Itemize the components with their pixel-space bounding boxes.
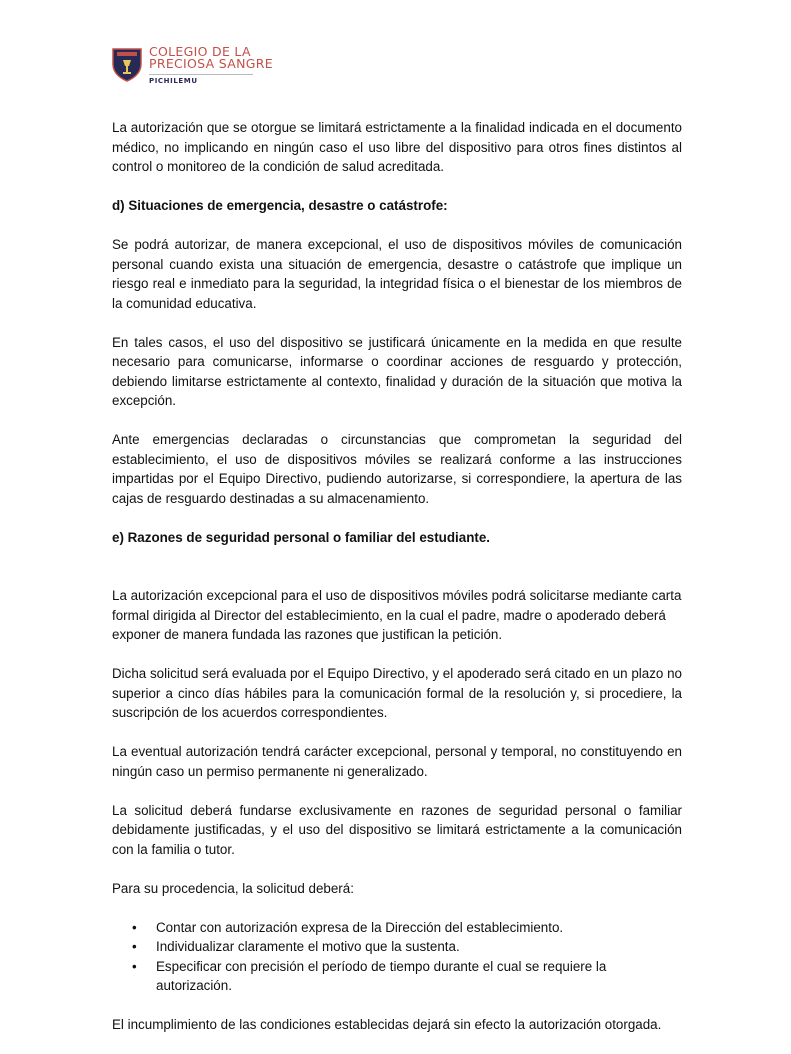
paragraph-request-grounds: La solicitud deberá fundarse exclusivamente en razones de seguridad personal o familiar debidamente justificadas, y el uso del dispositivo se limitará estrictamente a la comunicación con la familia o tutor. (112, 802, 682, 857)
paragraph-emergency-use: En tales casos, el uso del dispositivo se justificará únicamente en la medida en que resulte necesario para comunicarse, informarse o coordinar acciones de resguardo y protección, debiendo limitarse estrictamente al contexto, finalidad y duración de la situación que motiva la excepción. (112, 334, 682, 408)
list-item-text: Individualizar claramente el motivo que la sustenta. (156, 939, 460, 954)
bullet-icon: • (132, 919, 137, 935)
logo-subtitle: PICHILEMU (149, 74, 253, 85)
shield-crest-icon (112, 46, 142, 82)
section-heading-d: d) Situaciones de emergencia, desastre o catástrofe: (112, 198, 448, 213)
requirements-list (112, 918, 682, 996)
paragraph-request-letter: La autorización excepcional para el uso de dispositivos móviles podrá solicitarse mediante carta formal dirigida al Director del establecimiento, en la cual el padre, madre o apoderado deberá exponer de manera fundada las razones que justifican la petición. (112, 588, 682, 642)
paragraph-evaluation: Dicha solicitud será evaluada por el Equipo Directivo, y el apoderado será citado en un plazo no superior a cinco días hábiles para la comunicación formal de la resolución y, si procediere, la suscripción de los acuerdos correspondientes. (112, 666, 682, 720)
paragraph-noncompliance: El incumplimiento de las condiciones establecidas dejará sin efecto la autorización otorgada. (112, 1017, 662, 1032)
logo-line-2: PRECIOSA SANGRE (149, 56, 273, 71)
paragraph-declared-emergencies: Ante emergencias declaradas o circunstancias que comprometan la seguridad del establecimiento, el uso de dispositivos móviles se realizará conforme a las instrucciones impartidas por el Equipo Directivo, pudiendo autorizarse, si correspondiere, la apertura de las cajas de resguardo destinadas a su almacenamiento. (112, 432, 682, 506)
list-item (132, 937, 682, 957)
list-item-text: Contar con autorización expresa de la Dirección del establecimiento. (156, 919, 564, 935)
list-item-text: Especificar con precisión el período de tiempo durante el cual se requiere la autorización. (156, 958, 607, 993)
paragraph-medical-authorization: La autorización que se otorgue se limitará estrictamente a la finalidad indicada en el documento médico, no implicando en ningún caso el uso libre del dispositivo para otros fines distintos al control o monitoreo de la condición de salud acreditada. (112, 120, 682, 174)
bullet-icon: • (132, 958, 137, 974)
list-item (132, 918, 682, 938)
paragraph-requirements-intro: Para su procedencia, la solicitud deberá: (112, 880, 354, 896)
paragraph-emergency-authorization: Se podrá autorizar, de manera excepcional, el uso de dispositivos móviles de comunicación personal cuando exista una situación de emergencia, desastre o catástrofe que implique un riesgo real e inmediato para la seguridad, la integridad física o el bienestar de los miembros de la comunidad educativa. (112, 237, 682, 311)
section-heading-e: e) Razones de seguridad personal o familiar del estudiante. (112, 529, 491, 545)
logo-line-1: COLEGIO DE LA (149, 44, 251, 59)
paragraph-eventual-authorization: La eventual autorización tendrá carácter excepcional, personal y temporal, no constituyendo en ningún caso un permiso permanente ni generalizado. (112, 744, 682, 779)
bullet-icon: • (132, 939, 137, 954)
list-item (132, 957, 682, 996)
school-logo (112, 46, 273, 85)
document-body (112, 118, 682, 1054)
